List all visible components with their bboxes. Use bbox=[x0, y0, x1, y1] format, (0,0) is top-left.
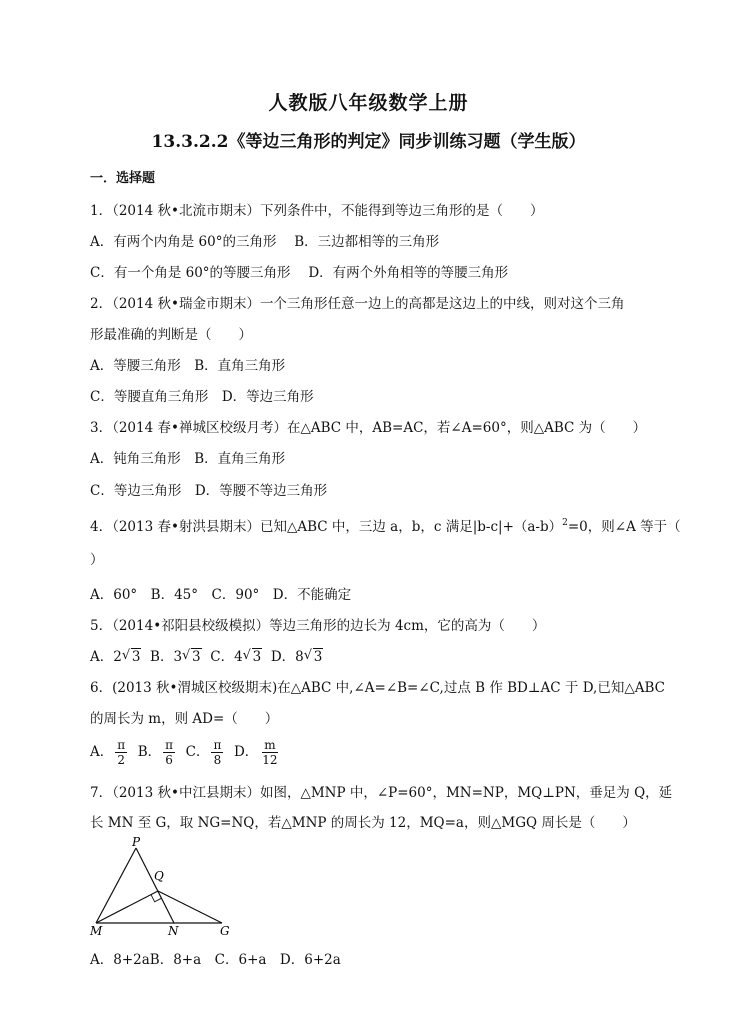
q6-option-b-num: π bbox=[165, 738, 174, 752]
q2-options-cd: C．等腰直角三角形 D．等边三角形 bbox=[90, 389, 314, 405]
q6-option-c: C． bbox=[185, 744, 210, 760]
triangle-figure bbox=[88, 836, 248, 936]
label-m: M bbox=[90, 924, 103, 936]
q3-options-ab: A．钝角三角形 B．直角三角形 bbox=[90, 451, 286, 467]
q4-exponent: 2 bbox=[562, 518, 568, 528]
q5-option-d-radicand: 3 bbox=[313, 649, 323, 665]
q4-stem-part-b: =0，则∠A 等于（ bbox=[567, 519, 681, 535]
q4-options: A．60° B．45° C．90° D．不能确定 bbox=[90, 587, 352, 603]
segment-pn bbox=[136, 848, 174, 923]
q5-option-b-sqrt: √ 3 bbox=[182, 648, 201, 665]
q6-option-c-den: 8 bbox=[213, 753, 222, 767]
q4-stem-part-a: 4．（2013 春•射洪县期末）已知△ABC 中，三边 a，b，c 满足|b-c|+（a-b） bbox=[90, 519, 563, 535]
q5-stem: 5．（2014•祁阳县校级模拟）等边三角形的边长为 4cm，它的高为（ ） bbox=[90, 618, 546, 634]
q1-options-cd: C．有一个角是 60°的等腰三角形 D．有两个外角相等的等腰三角形 bbox=[90, 265, 509, 281]
q7-stem-line2: 长 MN 至 G，取 NG=NQ，若△MNP 的周长为 12，MQ=a，则△MGQ 周长是（ ） bbox=[90, 815, 636, 831]
q6-option-d-num: m bbox=[264, 738, 276, 752]
q5-option-a-sqrt: √ 3 bbox=[121, 648, 141, 665]
q4-stem-line2: ） bbox=[90, 552, 104, 568]
q5-option-c-radicand: 3 bbox=[252, 649, 262, 665]
q6-option-a-fraction bbox=[115, 738, 127, 767]
segment-mq bbox=[96, 891, 158, 923]
page-subtitle: 13.3.2.2《等边三角形的判定》同步训练习题（学生版） bbox=[151, 132, 586, 152]
label-n: N bbox=[168, 924, 179, 936]
q4-stem-line1 bbox=[90, 515, 681, 535]
label-p: P bbox=[132, 836, 141, 849]
q3-stem: 3．（2014 春•禅城区校级月考）在△ABC 中，AB=AC，若∠A=60°，则△ABC 为（ ） bbox=[90, 420, 647, 436]
segment-qg bbox=[158, 891, 222, 923]
segment-mp bbox=[96, 848, 136, 923]
section-heading: 一．选择题 bbox=[90, 171, 156, 186]
q5-option-b: B．3 bbox=[150, 649, 183, 665]
label-q: Q bbox=[154, 869, 164, 883]
q6-option-d-fraction bbox=[260, 738, 279, 767]
q5-option-b-radicand: 3 bbox=[192, 649, 201, 665]
q6-stem-line1: 6．(2013 秋•渭城区校级期末)在△ABC 中,∠A=∠B=∠C,过点 B 作 BD⊥AC 于 D,已知△ABC bbox=[90, 680, 665, 696]
q5-option-a-radicand: 3 bbox=[131, 649, 141, 665]
q6-option-a: A． bbox=[90, 744, 114, 760]
q6-option-a-num: π bbox=[117, 738, 126, 752]
q5-option-d-sqrt: √ 3 bbox=[303, 648, 323, 665]
label-g: G bbox=[220, 924, 230, 936]
q6-option-a-den: 2 bbox=[117, 753, 126, 767]
q7-options: A．8+2aB．8+a C．6+a D．6+2a bbox=[90, 952, 341, 968]
q5-option-d: D．8 bbox=[270, 649, 304, 665]
q6-option-c-num: π bbox=[213, 738, 222, 752]
q6-option-d: D． bbox=[233, 744, 259, 760]
q6-option-c-fraction bbox=[211, 738, 223, 767]
q5-option-a: A．2 bbox=[90, 649, 122, 665]
q3-options-cd: C．等边三角形 D．等腰不等边三角形 bbox=[90, 483, 328, 499]
q2-stem-line2: 形最准确的判断是（ ） bbox=[90, 327, 252, 343]
q1-stem: 1．（2014 秋•北流市期末）下列条件中，不能得到等边三角形的是（ ） bbox=[90, 203, 544, 219]
q6-option-b-den: 6 bbox=[165, 753, 173, 767]
q5-option-c: C．4 bbox=[210, 649, 243, 665]
q6-stem-line2: 的周长为 m，则 AD=（ ） bbox=[90, 711, 279, 727]
q1-options-ab: A．有两个内角是 60°的三角形 B．三边都相等的三角形 bbox=[90, 234, 440, 250]
q6-option-b-fraction bbox=[163, 738, 175, 767]
q2-stem-line1: 2．（2014 秋•瑞金市期末）一个三角形任意一边上的高都是这边上的中线，则对这个三角 bbox=[90, 296, 625, 312]
q7-stem-line1: 7．（2013 秋•中江县期末）如图，△MNP 中，∠P=60°，MN=NP，MQ⊥PN，垂足为 Q，延 bbox=[90, 785, 673, 801]
q6-option-b: B． bbox=[137, 744, 162, 760]
q6-option-d-den: 12 bbox=[262, 753, 278, 767]
q5-options bbox=[90, 645, 323, 665]
q6-options bbox=[90, 738, 282, 767]
q5-option-c-sqrt: √ 3 bbox=[242, 648, 262, 665]
q2-options-ab: A．等腰三角形 B．直角三角形 bbox=[90, 358, 286, 374]
page-title: 人教版八年级数学上册 bbox=[268, 92, 469, 114]
